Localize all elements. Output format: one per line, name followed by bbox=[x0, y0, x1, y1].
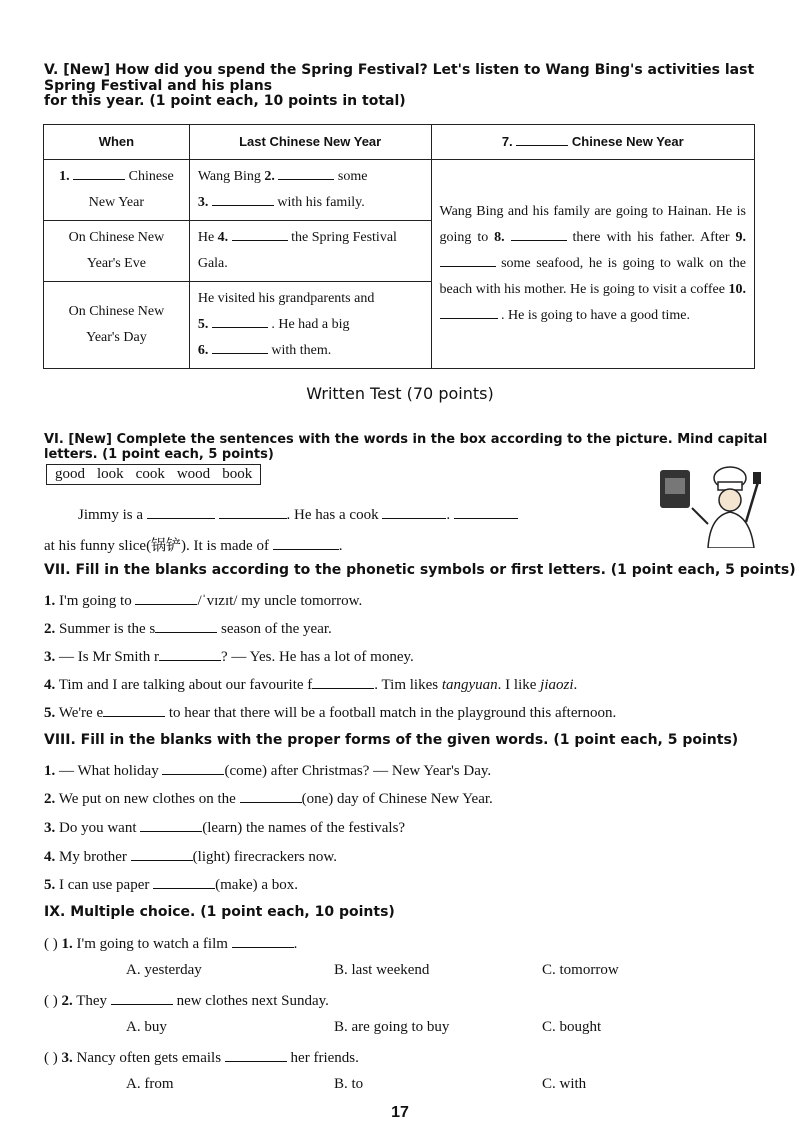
s7-num-1: 1. bbox=[44, 593, 56, 609]
table-row bbox=[44, 160, 755, 221]
s7-text-5a: We're e bbox=[58, 705, 104, 721]
s6-text-e: . bbox=[338, 538, 343, 554]
answer-paren-1[interactable]: ( ) bbox=[44, 936, 58, 952]
s6-text-a: Jimmy is a bbox=[78, 507, 144, 523]
s9-q2-end: new clothes next Sunday. bbox=[176, 993, 329, 1009]
s8-text-2a: We put on new clothes on the bbox=[58, 791, 236, 807]
blank-1[interactable] bbox=[73, 166, 125, 180]
q4-number: 4. bbox=[217, 230, 229, 245]
s7-text-1b: /ˈvɪzɪt/ my uncle tomorrow. bbox=[197, 593, 363, 609]
blank-s9-1[interactable] bbox=[232, 934, 294, 948]
s9-q2: They bbox=[76, 993, 108, 1009]
r2-text-a: He bbox=[197, 230, 215, 245]
s8-text-3a: Do you want bbox=[59, 820, 137, 836]
row2-last bbox=[189, 221, 431, 282]
s6-text-b: . He has a cook bbox=[286, 507, 379, 523]
s7-num-3: 3. bbox=[44, 649, 56, 665]
s8-item-2 bbox=[44, 789, 493, 808]
word-cook: cook bbox=[135, 466, 165, 482]
s9-q1: I'm going to watch a film bbox=[76, 936, 228, 952]
s7-text-4c: tangyuan bbox=[441, 677, 498, 693]
word-look: look bbox=[97, 466, 124, 482]
s9-q3: Nancy often gets emails bbox=[76, 1050, 222, 1066]
q10-number: 10. bbox=[728, 282, 746, 297]
blank-s6-2[interactable] bbox=[219, 505, 287, 519]
blank-s9-3[interactable] bbox=[225, 1048, 287, 1062]
blank-s7-2[interactable] bbox=[155, 619, 217, 633]
s8-item-3 bbox=[44, 818, 405, 837]
blank-6[interactable] bbox=[212, 340, 268, 354]
right-text-b: there with his father. After bbox=[572, 230, 730, 245]
s7-text-4d: . I like bbox=[497, 677, 537, 693]
s8-text-4a: My brother bbox=[59, 849, 127, 865]
s8-num-5: 5. bbox=[44, 877, 56, 893]
s9-num-3: 3. bbox=[61, 1050, 73, 1066]
s9-question-2 bbox=[44, 991, 329, 1010]
section5-heading-line2: for this year. (1 point each, 10 points in total) bbox=[44, 93, 406, 109]
s8-text-3b: (learn) the names of the festivals? bbox=[202, 820, 406, 836]
right-text-a: Wang Bing and his family are going to Hainan. He is going to bbox=[439, 204, 746, 245]
blank-s8-3[interactable] bbox=[140, 818, 202, 832]
blank-s8-2[interactable] bbox=[240, 789, 302, 803]
row2-when: On Chinese New Year's Eve bbox=[44, 221, 190, 282]
s9-num-1: 1. bbox=[61, 936, 73, 952]
s8-text-5b: (make) a box. bbox=[215, 877, 299, 893]
r3-text-b: . He had a big bbox=[271, 317, 350, 332]
written-part-title: Written Test (70 points) bbox=[306, 384, 494, 403]
q2-number: 2. bbox=[264, 169, 275, 184]
q9-number: 9. bbox=[735, 230, 747, 245]
blank-s8-4[interactable] bbox=[131, 847, 193, 861]
s7-text-3a: — Is Mr Smith r bbox=[59, 649, 160, 665]
word-box bbox=[46, 464, 261, 485]
r3-text-a: He visited his grandparents and bbox=[197, 291, 375, 306]
r1-text-a: Wang Bing bbox=[197, 169, 261, 184]
header-when: When bbox=[44, 125, 190, 160]
blank-10[interactable] bbox=[440, 305, 498, 319]
row1-when-text: Chinese New Year bbox=[88, 169, 174, 210]
section6-heading: VI. [New] Complete the sentences with the words in the box according to the picture. Mind capital letters. (1 point each, 5 points) bbox=[44, 432, 768, 462]
q6-number: 6. bbox=[197, 343, 209, 358]
s7-num-4: 4. bbox=[44, 677, 56, 693]
page-number: 17 bbox=[391, 1104, 409, 1121]
s9-q3-option-a[interactable]: A. from bbox=[126, 1076, 174, 1092]
row3-last bbox=[189, 282, 431, 369]
blank-s7-1[interactable] bbox=[135, 591, 197, 605]
s7-num-5: 5. bbox=[44, 705, 56, 721]
blank-s7-4[interactable] bbox=[312, 675, 374, 689]
section7-heading: VII. Fill in the blanks according to the phonetic symbols or first letters. (1 point each, 5 points) bbox=[44, 562, 796, 578]
r3-text-c: with them. bbox=[271, 343, 332, 358]
s8-item-4 bbox=[44, 847, 337, 866]
s7-text-4f: . bbox=[573, 677, 578, 693]
s7-text-5b: to hear that there will be a football match in the playground this afternoon. bbox=[168, 705, 617, 721]
q3-number: 3. bbox=[197, 195, 209, 210]
blank-3[interactable] bbox=[212, 192, 274, 206]
s8-text-1a: — What holiday bbox=[59, 763, 159, 779]
blank-2[interactable] bbox=[278, 166, 334, 180]
word-good: good bbox=[55, 466, 85, 482]
s7-text-1a: I'm going to bbox=[59, 593, 132, 609]
blank-s6-5[interactable] bbox=[273, 536, 339, 550]
header-last: Last Chinese New Year bbox=[189, 125, 431, 160]
table-header-row bbox=[44, 125, 755, 160]
s9-num-2: 2. bbox=[61, 993, 73, 1009]
s9-q1-option-c[interactable]: C. tomorrow bbox=[542, 962, 619, 978]
s7-item-5 bbox=[44, 703, 616, 722]
r1-text-b: some bbox=[337, 169, 368, 184]
spatula-icon bbox=[746, 482, 758, 522]
section6-sentence1 bbox=[78, 505, 518, 524]
s9-q2-option-c[interactable]: C. bought bbox=[542, 1019, 602, 1035]
row1-last bbox=[189, 160, 431, 221]
q7-number: 7. bbox=[501, 134, 513, 149]
s7-item-1 bbox=[44, 591, 362, 610]
blank-s6-3[interactable] bbox=[382, 505, 446, 519]
schedule-table bbox=[43, 124, 755, 369]
blank-s6-4[interactable] bbox=[454, 505, 518, 519]
s8-text-5a: I can use paper bbox=[59, 877, 150, 893]
row3-when: On Chinese New Year's Day bbox=[44, 282, 190, 369]
word-book: book bbox=[222, 466, 253, 482]
blank-s7-3[interactable] bbox=[159, 647, 221, 661]
blank-s7-5[interactable] bbox=[103, 703, 165, 717]
s8-num-3: 3. bbox=[44, 820, 56, 836]
s7-item-2 bbox=[44, 619, 332, 638]
s9-q3-option-c[interactable]: C. with bbox=[542, 1076, 587, 1092]
s7-num-2: 2. bbox=[44, 621, 56, 637]
s9-q1-option-b[interactable]: B. last weekend bbox=[334, 962, 430, 978]
s8-num-2: 2. bbox=[44, 791, 56, 807]
section8-heading: VIII. Fill in the blanks with the proper forms of the given words. (1 point each, 5 points) bbox=[44, 732, 739, 748]
blank-8[interactable] bbox=[511, 227, 567, 241]
answer-paren-3[interactable]: ( ) bbox=[44, 1050, 58, 1066]
blank-9[interactable] bbox=[440, 253, 496, 267]
q1-number: 1. bbox=[59, 169, 70, 184]
s8-text-4b: (light) firecrackers now. bbox=[192, 849, 338, 865]
section9-heading: IX. Multiple choice. (1 point each, 10 points) bbox=[44, 904, 395, 920]
r1-text-c: with his family. bbox=[277, 195, 365, 210]
s9-q1-option-a[interactable]: A. yesterday bbox=[126, 962, 202, 978]
s9-q3-end: her friends. bbox=[290, 1050, 359, 1066]
section6-sentence2 bbox=[44, 534, 342, 555]
s7-item-3 bbox=[44, 647, 414, 666]
s9-q2-option-b[interactable]: B. are going to buy bbox=[334, 1019, 450, 1035]
this-year-plan bbox=[431, 160, 755, 369]
blank-s6-1[interactable] bbox=[147, 505, 215, 519]
blank-5[interactable] bbox=[212, 314, 268, 328]
right-text-d: . He is going to have a good time. bbox=[501, 308, 690, 323]
blank-s9-2[interactable] bbox=[111, 991, 173, 1005]
header-this bbox=[431, 125, 755, 160]
s6-text-c: . bbox=[446, 507, 451, 523]
s9-q3-option-b[interactable]: B. to bbox=[334, 1076, 364, 1092]
s9-question-1 bbox=[44, 934, 297, 953]
blank-4[interactable] bbox=[232, 227, 288, 241]
s8-num-1: 1. bbox=[44, 763, 56, 779]
s7-text-4a: Tim and I are talking about our favourite f bbox=[58, 677, 313, 693]
q5-number: 5. bbox=[197, 317, 209, 332]
s9-q1-end: . bbox=[293, 936, 298, 952]
s7-text-3b: ? — Yes. He has a lot of money. bbox=[221, 649, 414, 665]
blank-s8-5[interactable] bbox=[153, 875, 215, 889]
word-wood: wood bbox=[176, 466, 211, 482]
s7-item-4 bbox=[44, 675, 577, 694]
s6-text-d: at his funny slice(锅铲). It is made of bbox=[44, 538, 269, 554]
s7-text-2a: Summer is the s bbox=[59, 621, 156, 637]
blank-s8-1[interactable] bbox=[162, 761, 224, 775]
section5-heading-line1: V. [New] How did you spend the Spring Festival? Let's listen to Wang Bing's activities last Spring Festival and his plans bbox=[44, 62, 755, 94]
row1-when bbox=[44, 160, 190, 221]
right-text-c: some seafood, he is going to walk on the beach with his mother. He is going to visit a coffee bbox=[439, 256, 746, 297]
s9-question-3 bbox=[44, 1048, 359, 1067]
s7-text-2b: season of the year. bbox=[221, 621, 332, 637]
r2-text-b: the Spring Festival Gala. bbox=[197, 230, 397, 271]
s8-item-5 bbox=[44, 875, 298, 894]
blank-7[interactable] bbox=[516, 132, 568, 146]
s7-text-4b: . Tim likes bbox=[374, 677, 439, 693]
s8-num-4: 4. bbox=[44, 849, 56, 865]
chef-face-icon bbox=[719, 489, 741, 511]
s8-item-1 bbox=[44, 761, 491, 780]
s8-text-2b: (one) day of Chinese New Year. bbox=[301, 791, 493, 807]
answer-paren-2[interactable]: ( ) bbox=[44, 993, 58, 1009]
s7-text-4e: jiaozi bbox=[540, 677, 574, 693]
s9-q2-option-a[interactable]: A. buy bbox=[126, 1019, 167, 1035]
header-this-label: Chinese New Year bbox=[571, 134, 684, 149]
s8-text-1b: (come) after Christmas? — New Year's Day. bbox=[224, 763, 492, 779]
chef-illustration bbox=[656, 464, 762, 548]
q8-number: 8. bbox=[494, 230, 505, 245]
